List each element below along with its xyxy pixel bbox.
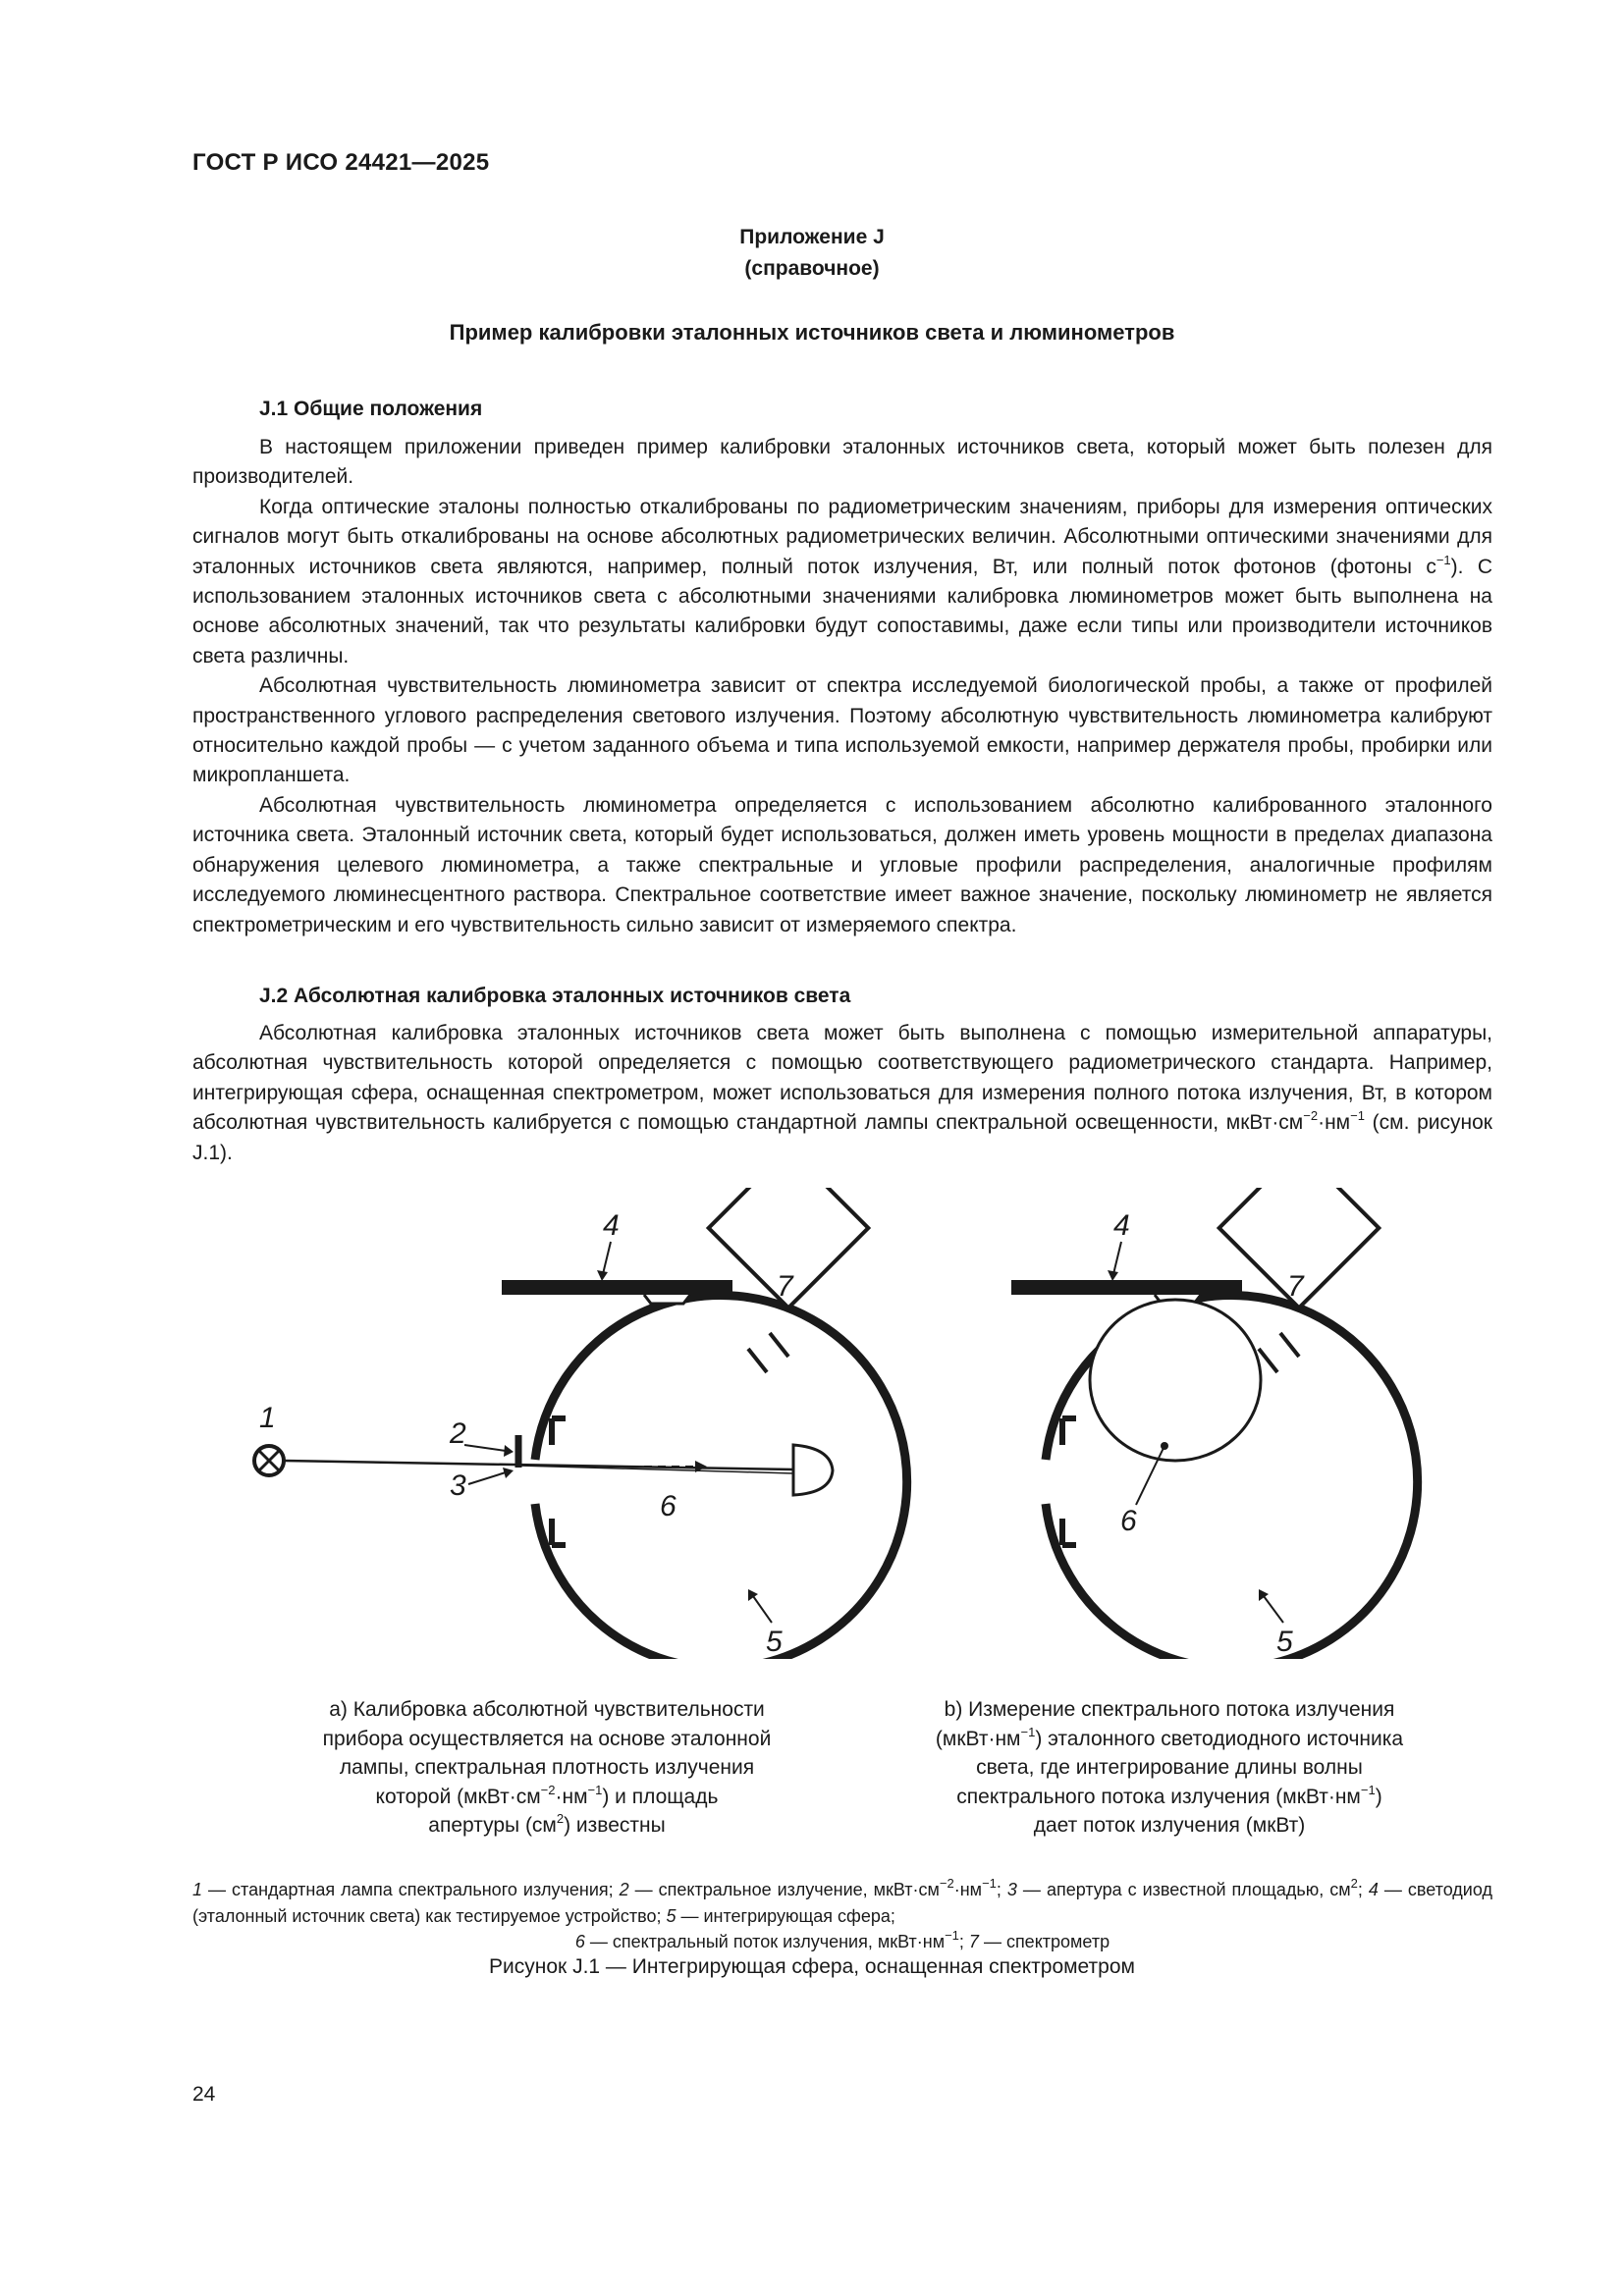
led-plate-b xyxy=(1011,1280,1242,1295)
label-6b: 6 xyxy=(1120,1505,1137,1537)
paragraph: Абсолютная чувствительность люминометра определяется с использованием абсолютно калиброванного эталонного источника света. Эталонный источник света, который будет использоваться, должен иметь уровень мощности в пределах диапазона обнаружения целевого люминометра, а также спектральные и угловые профили распределения, аналогичные профилям исследуемого люминесцентного раствора. Спектральное соответствие имеет важное значение, поскольку люминометр не является спектрометрическим и его чувствительность сильно зависит от измеряемого спектра. xyxy=(192,793,1492,936)
label-3: 3 xyxy=(450,1469,466,1502)
page-number: 24 xyxy=(192,2083,216,2106)
label-4a: 4 xyxy=(603,1209,620,1242)
paragraph: Абсолютная чувствительность люминометра зависит от спектра исследуемой биологической пробы, а также от профилей пространственного углового распределения светового излучения. Поэтому абсолютную чувствительность люминометра калибруют относительно каждой пробы — с учетом заданного объема и типа используемой емкости, например держателя пробы, пробирки или микропланшета. xyxy=(192,674,1492,787)
light-beam xyxy=(284,1461,793,1469)
section-j2-body xyxy=(192,1019,1492,1168)
paragraph: В настоящем приложении приведен пример калибровки эталонных источников света, который может быть полезен для производителей. xyxy=(192,436,1492,489)
label-6a: 6 xyxy=(660,1490,677,1522)
label-5b: 5 xyxy=(1276,1626,1293,1658)
caption-panel-a: a) Калибровка абсолютной чувствительности прибора осуществляется на основе эталонной лампы, спектральная плотность излучения которой $(мкВт\cdot см^{-2}\cdot нм^{-1})$ и площадь апертуры $(см^2)$ известны xyxy=(322,1698,772,1837)
caption-panel-b: b) Измерение спектрального потока излучения $(мкВт\cdot нм^{-1})$ эталонного светодиодного источника света, где интегрирование длины волны спектрального потока излучения $(мкВт\cdot нм^{-1})$ дает поток излучения (мкВт) xyxy=(935,1698,1404,1837)
label-4b: 4 xyxy=(1113,1209,1130,1242)
annex-title: Приложение J xyxy=(739,226,885,248)
figure-legend: 1 — стандартная лампа спектрального излучения; 2 — спектральное излучение, $мкВт\cdot см^{-2}\cdot нм^{-1}$; 3 — апертура с известной площадью, $см^2$; 4 — светодиод (эталонный источник света) как тестируемое устройство; 5 — интегрирующая сфера; 6 — спектральный поток излучения, $мкВт\cdot нм^{-1}$; 7 — спектрометр xyxy=(192,1876,1492,1951)
panel-b-diagram xyxy=(1011,1188,1418,1659)
label-7b: 7 xyxy=(1287,1270,1304,1303)
annex-name: Пример калибровки эталонных источников света и люминометров xyxy=(449,320,1175,345)
led-emission-volume xyxy=(1090,1300,1261,1461)
paragraph: Когда оптические эталоны полностью откалиброваны по радиометрическим значениям, приборы для измерения оптических сигналов могут быть откалиброваны на основе абсолютных радиометрических величин. Абсолютными оптическими значениями для эталонных источников света являются, например, полный поток излучения, Вт, или полный поток фотонов (фотоны $с^{-1}$). С использованием эталонных источников света с абсолютными значениями калибровка люминометров может быть выполнена на основе абсолютных значений, так что результаты калибровки будут сопоставимы, даже если типы или производители источников света различны. xyxy=(192,495,1492,667)
label-1: 1 xyxy=(259,1402,276,1434)
figure-title: Рисунок J.1 — Интегрирующая сфера, оснащенная спектрометром xyxy=(489,1955,1135,1978)
section-j1-body xyxy=(192,433,1492,940)
standard-code: ГОСТ Р ИСО 24421—2025 xyxy=(192,149,490,176)
label-5a: 5 xyxy=(766,1626,783,1658)
integrating-sphere-figure xyxy=(192,1188,1492,1659)
label-2: 2 xyxy=(450,1417,466,1450)
annex-status: (справочное) xyxy=(744,257,880,280)
section-heading-j1: J.1 Общие положения xyxy=(259,398,483,420)
section-heading-j2: J.2 Абсолютная калибровка эталонных источников света xyxy=(259,985,851,1007)
led-plate-a xyxy=(502,1280,732,1295)
integrating-sphere-a xyxy=(535,1296,907,1660)
label-7a: 7 xyxy=(777,1270,793,1303)
paragraph: Абсолютная калибровка эталонных источников света может быть выполнена с помощью измерительной аппаратуры, абсолютная чувствительность которой определяется с помощью соответствующего радиометрического стандарта. Например, интегрирующая сфера, оснащенная спектрометром, может использоваться для измерения полного потока излучения, Вт, в котором абсолютная чувствительность калибруется с помощью стандартной лампы спектральной освещенности, $мкВт\cdot см^{-2}\cdot нм^{-1}$ (см. рисунок J.1). xyxy=(192,1022,1492,1164)
panel-a-diagram xyxy=(254,1188,907,1659)
